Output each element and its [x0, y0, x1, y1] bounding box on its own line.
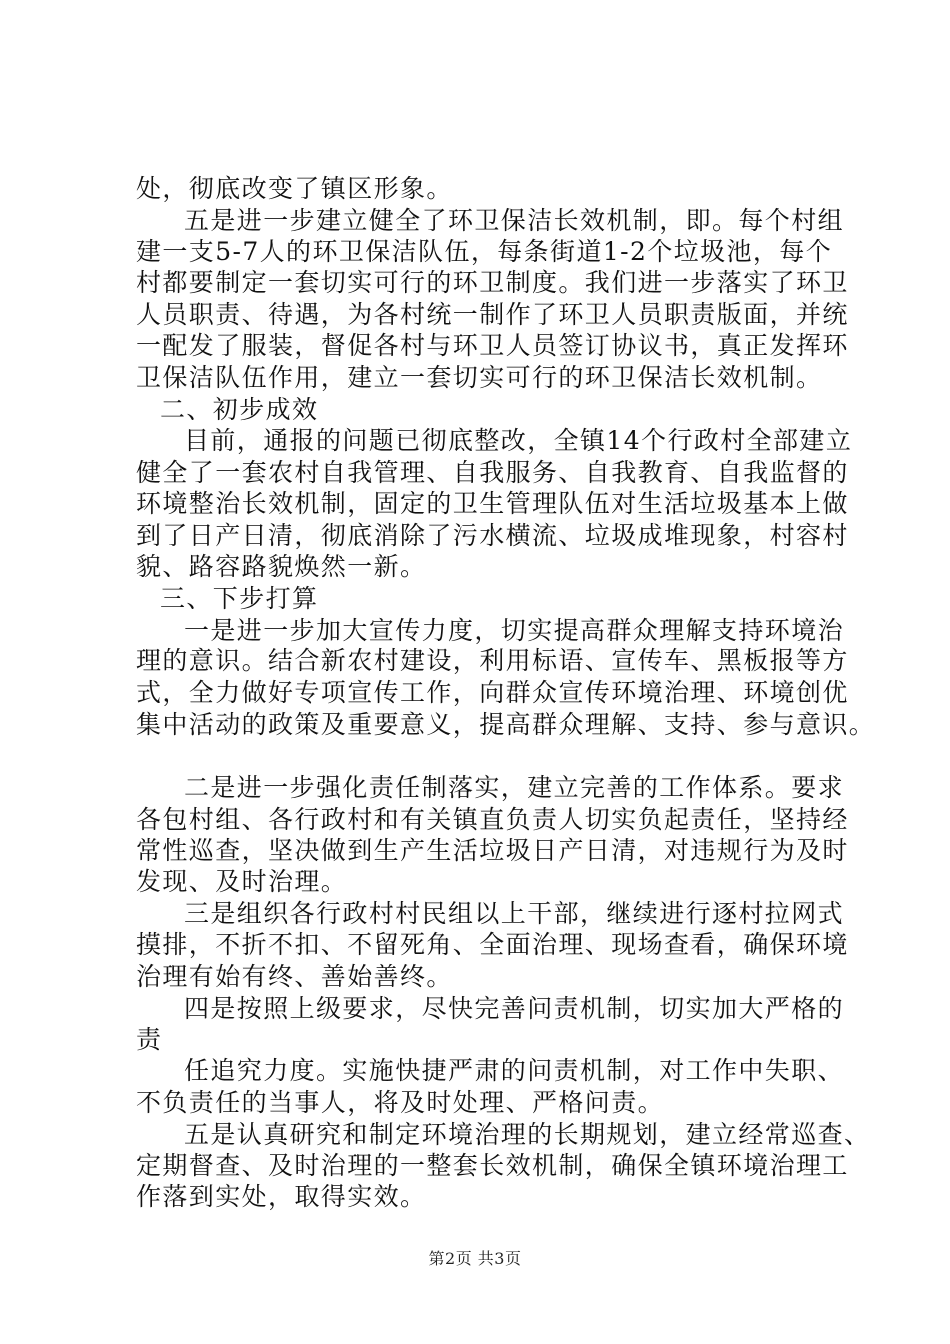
- section-heading: 二、初步成效: [160, 394, 319, 424]
- text-line: 健全了一套农村自我管理、自我服务、自我教育、自我监督的: [136, 458, 849, 488]
- paragraph-start: 五是认真研究和制定环境治理的长期规划，建立经常巡查、: [184, 1119, 871, 1149]
- text-line: 处，彻底改变了镇区形象。: [136, 174, 453, 203]
- text-line: 治理有始有终、善始善终。: [136, 962, 453, 992]
- text-line: 作落到实处，取得实效。: [136, 1182, 427, 1211]
- text-line: 环境整治长效机制，固定的卫生管理队伍对生活垃圾基本上做: [136, 488, 849, 518]
- paragraph-start: 目前，通报的问题已彻底整改，全镇14个行政村全部建立: [184, 426, 853, 456]
- section-heading: 三、下步打算: [160, 583, 319, 613]
- text-line: 貌、路容路貌焕然一新。: [136, 552, 427, 582]
- text-line: 各包村组、各行政村和有关镇直负责人切实负起责任，坚持经: [136, 804, 849, 834]
- text-line: 建一支5-7人的环卫保洁队伍，每条街道1-2个垃圾池，每个: [136, 237, 833, 267]
- paragraph-start: 四是按照上级要求，尽快完善问责机制，切实加大严格的: [184, 993, 845, 1023]
- text-line: 集中活动的政策及重要意义，提高群众理解、支持、参与意识。: [136, 709, 876, 739]
- text-line: 定期督查、及时治理的一整套长效机制，确保全镇环境治理工: [136, 1151, 849, 1181]
- page-footer: 第2页 共3页: [428, 1249, 522, 1268]
- text-line: 卫保洁队伍作用，建立一套切实可行的环卫保洁长效机制。: [136, 363, 823, 393]
- paragraph-start: 一是进一步加大宣传力度，切实提高群众理解支持环境治: [184, 615, 845, 645]
- text-line: 村都要制定一套切实可行的环卫制度。我们进一步落实了环卫: [136, 268, 849, 298]
- text-line: 一配发了服装，督促各村与环卫人员签订协议书，真正发挥环: [136, 331, 849, 361]
- text-line: 人员职责、待遇，为各村统一制作了环卫人员职责版面，并统: [136, 299, 849, 329]
- text-line: 到了日产日清，彻底消除了污水横流、垃圾成堆现象，村容村: [136, 520, 849, 550]
- text-line: 理的意识。结合新农村建设，利用标语、宣传车、黑板报等方: [136, 646, 849, 676]
- text-line: 发现、及时治理。: [136, 867, 348, 897]
- text-line: 责: [136, 1024, 163, 1054]
- paragraph-start: 五是进一步建立健全了环卫保洁长效机制，即。每个村组: [184, 205, 845, 235]
- paragraph-start: 三是组织各行政村村民组以上干部，继续进行逐村拉网式: [184, 898, 845, 928]
- paragraph-start: 二是进一步强化责任制落实，建立完善的工作体系。要求: [184, 773, 845, 802]
- text-line: 常性巡查，坚决做到生产生活垃圾日产日清，对违规行为及时: [136, 836, 849, 866]
- text-line: 不负责任的当事人，将及时处理、严格问责。: [136, 1087, 665, 1117]
- text-line: 式，全力做好专项宣传工作，向群众宣传环境治理、环境创优: [136, 678, 849, 707]
- text-line: 摸排，不折不扣、不留死角、全面治理、现场查看，确保环境: [136, 930, 849, 960]
- paragraph-start: 任追究力度。实施快捷严肃的问责机制，对工作中失职、: [184, 1056, 845, 1086]
